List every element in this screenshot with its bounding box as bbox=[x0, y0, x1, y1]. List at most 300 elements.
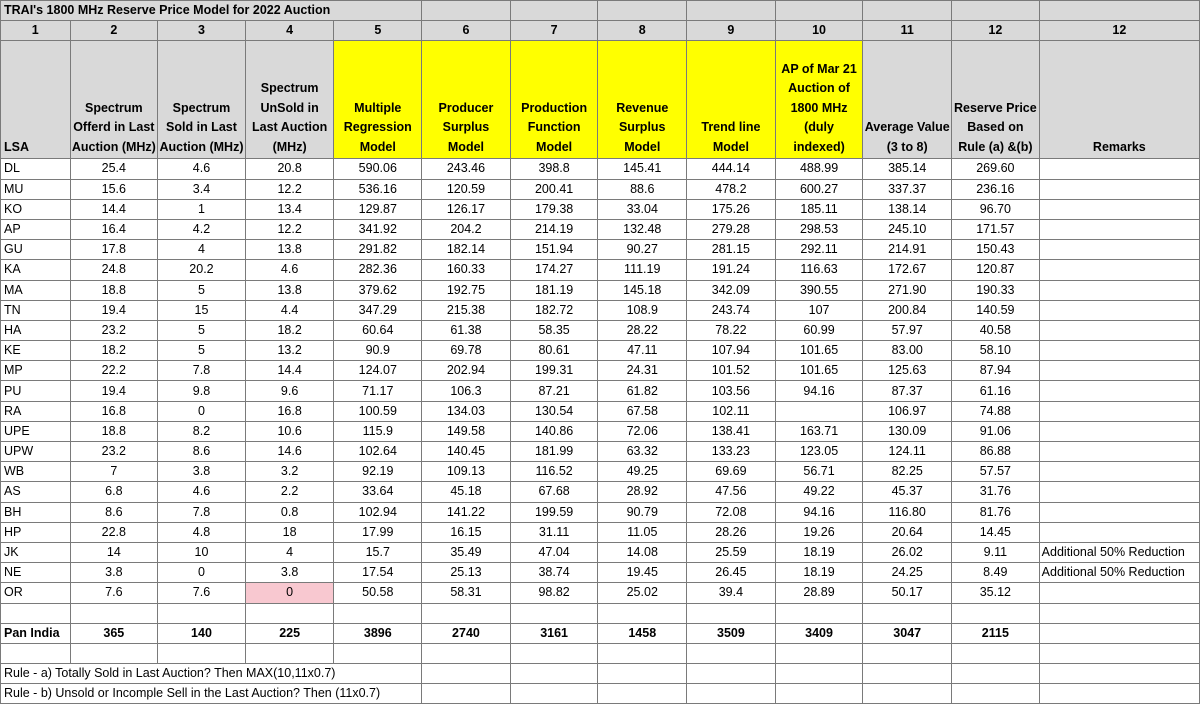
cell-revenue-surplus[interactable]: 47.11 bbox=[598, 341, 687, 361]
cell-multiple-regression[interactable]: 379.62 bbox=[334, 280, 422, 300]
cell-spectrum-offered[interactable]: 23.2 bbox=[70, 442, 158, 462]
cell-spectrum-offered[interactable]: 14.4 bbox=[70, 199, 158, 219]
header-lsa[interactable]: LSA bbox=[1, 41, 71, 159]
cell-producer-surplus[interactable]: 215.38 bbox=[422, 300, 511, 320]
cell-lsa[interactable]: MP bbox=[1, 361, 71, 381]
empty-cell[interactable] bbox=[510, 664, 598, 684]
cell-reserve-price[interactable]: 81.76 bbox=[952, 502, 1040, 522]
cell-remarks[interactable] bbox=[1039, 421, 1199, 441]
cell-producer-surplus[interactable]: 140.45 bbox=[422, 442, 511, 462]
cell-multiple-regression[interactable]: 71.17 bbox=[334, 381, 422, 401]
cell-spectrum-sold[interactable]: 7.8 bbox=[158, 361, 246, 381]
cell-revenue-surplus[interactable]: 61.82 bbox=[598, 381, 687, 401]
cell-production-function[interactable]: 182.72 bbox=[510, 300, 598, 320]
cell-ap-mar21[interactable]: 19.26 bbox=[775, 522, 863, 542]
cell-remarks[interactable] bbox=[1039, 240, 1199, 260]
cell-production-function[interactable]: 116.52 bbox=[510, 462, 598, 482]
cell-average-value[interactable]: 116.80 bbox=[863, 502, 952, 522]
cell-spectrum-offered[interactable]: 3.8 bbox=[70, 563, 158, 583]
empty-cell[interactable] bbox=[775, 603, 863, 623]
cell-trend-line[interactable]: 26.45 bbox=[687, 563, 776, 583]
cell-producer-surplus[interactable]: 202.94 bbox=[422, 361, 511, 381]
cell-multiple-regression[interactable]: 291.82 bbox=[334, 240, 422, 260]
cell-remarks[interactable] bbox=[1039, 320, 1199, 340]
cell-spectrum-unsold[interactable]: 2.2 bbox=[245, 482, 334, 502]
cell-remarks[interactable] bbox=[1039, 502, 1199, 522]
cell-remarks[interactable] bbox=[1039, 522, 1199, 542]
cell-ap-mar21[interactable]: 49.22 bbox=[775, 482, 863, 502]
cell-average-value[interactable]: 87.37 bbox=[863, 381, 952, 401]
total-remarks[interactable] bbox=[1039, 623, 1199, 643]
cell-spectrum-unsold[interactable]: 9.6 bbox=[245, 381, 334, 401]
cell-reserve-price[interactable]: 171.57 bbox=[952, 219, 1040, 239]
header-revenue-surplus[interactable]: Revenue Surplus Model bbox=[598, 41, 687, 159]
cell-revenue-surplus[interactable]: 145.41 bbox=[598, 159, 687, 179]
cell-trend-line[interactable]: 47.56 bbox=[687, 482, 776, 502]
cell-average-value[interactable]: 385.14 bbox=[863, 159, 952, 179]
cell-ap-mar21[interactable]: 101.65 bbox=[775, 341, 863, 361]
cell-multiple-regression[interactable]: 102.94 bbox=[334, 502, 422, 522]
cell-spectrum-unsold[interactable]: 18 bbox=[245, 522, 334, 542]
cell-spectrum-offered[interactable]: 22.8 bbox=[70, 522, 158, 542]
cell-trend-line[interactable]: 444.14 bbox=[687, 159, 776, 179]
empty-cell[interactable] bbox=[952, 603, 1040, 623]
header-reserve-price[interactable]: Reserve Price Based on Rule (a) &(b) bbox=[952, 41, 1040, 159]
cell-ap-mar21[interactable]: 600.27 bbox=[775, 179, 863, 199]
cell-spectrum-offered[interactable]: 7 bbox=[70, 462, 158, 482]
cell-reserve-price[interactable]: 40.58 bbox=[952, 320, 1040, 340]
cell-lsa[interactable]: KO bbox=[1, 199, 71, 219]
empty-cell[interactable] bbox=[158, 643, 246, 663]
cell-reserve-price[interactable]: 96.70 bbox=[952, 199, 1040, 219]
cell-revenue-surplus[interactable]: 33.04 bbox=[598, 199, 687, 219]
cell-lsa[interactable]: UPE bbox=[1, 421, 71, 441]
cell-lsa[interactable]: WB bbox=[1, 462, 71, 482]
cell-spectrum-sold[interactable]: 20.2 bbox=[158, 260, 246, 280]
cell-spectrum-sold[interactable]: 10 bbox=[158, 542, 246, 562]
cell-reserve-price[interactable]: 190.33 bbox=[952, 280, 1040, 300]
empty-cell[interactable] bbox=[158, 603, 246, 623]
cell-lsa[interactable]: OR bbox=[1, 583, 71, 603]
cell-remarks[interactable] bbox=[1039, 442, 1199, 462]
cell-average-value[interactable]: 26.02 bbox=[863, 542, 952, 562]
cell-trend-line[interactable]: 243.74 bbox=[687, 300, 776, 320]
cell-spectrum-unsold[interactable]: 10.6 bbox=[245, 421, 334, 441]
cell-ap-mar21[interactable]: 101.65 bbox=[775, 361, 863, 381]
cell-average-value[interactable]: 125.63 bbox=[863, 361, 952, 381]
cell-remarks[interactable] bbox=[1039, 361, 1199, 381]
cell-producer-surplus[interactable]: 204.2 bbox=[422, 219, 511, 239]
cell-spectrum-unsold[interactable]: 18.2 bbox=[245, 320, 334, 340]
cell-multiple-regression[interactable]: 282.36 bbox=[334, 260, 422, 280]
cell-revenue-surplus[interactable]: 24.31 bbox=[598, 361, 687, 381]
total-ap-mar21[interactable]: 3409 bbox=[775, 623, 863, 643]
empty-cell[interactable] bbox=[863, 643, 952, 663]
cell-trend-line[interactable]: 281.15 bbox=[687, 240, 776, 260]
cell-trend-line[interactable]: 78.22 bbox=[687, 320, 776, 340]
cell-production-function[interactable]: 31.11 bbox=[510, 522, 598, 542]
cell-spectrum-offered[interactable]: 25.4 bbox=[70, 159, 158, 179]
cell-producer-surplus[interactable]: 45.18 bbox=[422, 482, 511, 502]
cell-trend-line[interactable]: 72.08 bbox=[687, 502, 776, 522]
empty-cell[interactable] bbox=[687, 664, 776, 684]
cell-average-value[interactable]: 271.90 bbox=[863, 280, 952, 300]
cell-average-value[interactable]: 337.37 bbox=[863, 179, 952, 199]
column-number[interactable]: 1 bbox=[1, 21, 71, 41]
header-ap-mar21[interactable]: AP of Mar 21 Auction of 1800 MHz (duly indexed) bbox=[775, 41, 863, 159]
cell-revenue-surplus[interactable]: 67.58 bbox=[598, 401, 687, 421]
rule-text[interactable]: Rule - b) Unsold or Incomple Sell in the Last Auction? Then (11x0.7) bbox=[1, 684, 422, 704]
cell-lsa[interactable]: MU bbox=[1, 179, 71, 199]
empty-cell[interactable] bbox=[334, 643, 422, 663]
cell-reserve-price[interactable]: 57.57 bbox=[952, 462, 1040, 482]
cell-multiple-regression[interactable]: 92.19 bbox=[334, 462, 422, 482]
cell-trend-line[interactable]: 28.26 bbox=[687, 522, 776, 542]
rule-text[interactable]: Rule - a) Totally Sold in Last Auction? Then MAX(10,11x0.7) bbox=[1, 664, 422, 684]
cell-reserve-price[interactable]: 236.16 bbox=[952, 179, 1040, 199]
cell-revenue-surplus[interactable]: 90.27 bbox=[598, 240, 687, 260]
cell-spectrum-offered[interactable]: 22.2 bbox=[70, 361, 158, 381]
cell-spectrum-offered[interactable]: 18.8 bbox=[70, 280, 158, 300]
cell-remarks[interactable] bbox=[1039, 381, 1199, 401]
cell-trend-line[interactable]: 342.09 bbox=[687, 280, 776, 300]
cell-spectrum-offered[interactable]: 24.8 bbox=[70, 260, 158, 280]
cell-producer-surplus[interactable]: 109.13 bbox=[422, 462, 511, 482]
cell-spectrum-unsold[interactable]: 13.8 bbox=[245, 280, 334, 300]
cell-ap-mar21[interactable]: 18.19 bbox=[775, 563, 863, 583]
cell-multiple-regression[interactable]: 129.87 bbox=[334, 199, 422, 219]
cell-spectrum-offered[interactable]: 8.6 bbox=[70, 502, 158, 522]
column-number[interactable]: 4 bbox=[245, 21, 334, 41]
cell-trend-line[interactable]: 175.26 bbox=[687, 199, 776, 219]
cell-lsa[interactable]: MA bbox=[1, 280, 71, 300]
empty-cell[interactable] bbox=[334, 603, 422, 623]
cell-reserve-price[interactable]: 140.59 bbox=[952, 300, 1040, 320]
cell-spectrum-offered[interactable]: 7.6 bbox=[70, 583, 158, 603]
empty-cell[interactable] bbox=[245, 643, 334, 663]
cell-revenue-surplus[interactable]: 25.02 bbox=[598, 583, 687, 603]
empty-cell[interactable] bbox=[775, 664, 863, 684]
cell-average-value[interactable]: 57.97 bbox=[863, 320, 952, 340]
cell-producer-surplus[interactable]: 149.58 bbox=[422, 421, 511, 441]
cell-average-value[interactable]: 130.09 bbox=[863, 421, 952, 441]
cell-ap-mar21[interactable]: 94.16 bbox=[775, 502, 863, 522]
cell-ap-mar21[interactable]: 28.89 bbox=[775, 583, 863, 603]
cell-multiple-regression[interactable]: 17.99 bbox=[334, 522, 422, 542]
cell-trend-line[interactable]: 102.11 bbox=[687, 401, 776, 421]
cell-average-value[interactable]: 83.00 bbox=[863, 341, 952, 361]
cell-spectrum-offered[interactable]: 19.4 bbox=[70, 381, 158, 401]
cell-ap-mar21[interactable]: 123.05 bbox=[775, 442, 863, 462]
cell-ap-mar21[interactable]: 390.55 bbox=[775, 280, 863, 300]
column-number[interactable]: 3 bbox=[158, 21, 246, 41]
cell-spectrum-unsold[interactable]: 4.6 bbox=[245, 260, 334, 280]
cell-spectrum-sold[interactable]: 8.6 bbox=[158, 442, 246, 462]
cell-revenue-surplus[interactable]: 72.06 bbox=[598, 421, 687, 441]
cell-producer-surplus[interactable]: 141.22 bbox=[422, 502, 511, 522]
cell-spectrum-sold[interactable]: 0 bbox=[158, 563, 246, 583]
cell-remarks[interactable]: Additional 50% Reduction bbox=[1039, 563, 1199, 583]
cell-lsa[interactable]: GU bbox=[1, 240, 71, 260]
cell-multiple-regression[interactable]: 347.29 bbox=[334, 300, 422, 320]
cell-average-value[interactable]: 24.25 bbox=[863, 563, 952, 583]
cell-multiple-regression[interactable]: 115.9 bbox=[334, 421, 422, 441]
cell-trend-line[interactable]: 103.56 bbox=[687, 381, 776, 401]
cell-production-function[interactable]: 214.19 bbox=[510, 219, 598, 239]
cell-remarks[interactable] bbox=[1039, 179, 1199, 199]
cell-ap-mar21[interactable]: 116.63 bbox=[775, 260, 863, 280]
cell-revenue-surplus[interactable]: 49.25 bbox=[598, 462, 687, 482]
total-multiple-regression[interactable]: 3896 bbox=[334, 623, 422, 643]
cell-spectrum-sold[interactable]: 4.2 bbox=[158, 219, 246, 239]
cell-reserve-price[interactable]: 87.94 bbox=[952, 361, 1040, 381]
cell-remarks[interactable] bbox=[1039, 583, 1199, 603]
total-revenue-surplus[interactable]: 1458 bbox=[598, 623, 687, 643]
empty-cell[interactable] bbox=[422, 643, 511, 663]
cell-lsa[interactable]: HA bbox=[1, 320, 71, 340]
cell-production-function[interactable]: 38.74 bbox=[510, 563, 598, 583]
cell-production-function[interactable]: 398.8 bbox=[510, 159, 598, 179]
cell-producer-surplus[interactable]: 35.49 bbox=[422, 542, 511, 562]
cell-spectrum-unsold[interactable]: 0 bbox=[245, 583, 334, 603]
cell-lsa[interactable]: KE bbox=[1, 341, 71, 361]
cell-ap-mar21[interactable] bbox=[775, 401, 863, 421]
total-trend-line[interactable]: 3509 bbox=[687, 623, 776, 643]
column-number[interactable]: 5 bbox=[334, 21, 422, 41]
cell-producer-surplus[interactable]: 25.13 bbox=[422, 563, 511, 583]
empty-cell[interactable] bbox=[952, 643, 1040, 663]
empty-cell[interactable] bbox=[952, 664, 1040, 684]
cell-remarks[interactable] bbox=[1039, 159, 1199, 179]
cell-production-function[interactable]: 130.54 bbox=[510, 401, 598, 421]
cell-multiple-regression[interactable]: 60.64 bbox=[334, 320, 422, 340]
cell-ap-mar21[interactable]: 18.19 bbox=[775, 542, 863, 562]
header-producer-surplus[interactable]: Producer Surplus Model bbox=[422, 41, 511, 159]
cell-spectrum-sold[interactable]: 3.8 bbox=[158, 462, 246, 482]
cell-producer-surplus[interactable]: 120.59 bbox=[422, 179, 511, 199]
column-number[interactable]: 7 bbox=[510, 21, 598, 41]
cell-lsa[interactable]: JK bbox=[1, 542, 71, 562]
header-remarks[interactable]: Remarks bbox=[1039, 41, 1199, 159]
cell-spectrum-unsold[interactable]: 13.4 bbox=[245, 199, 334, 219]
column-number[interactable]: 2 bbox=[70, 21, 158, 41]
cell-spectrum-unsold[interactable]: 20.8 bbox=[245, 159, 334, 179]
empty-cell[interactable] bbox=[1039, 664, 1199, 684]
cell-reserve-price[interactable]: 58.10 bbox=[952, 341, 1040, 361]
cell-spectrum-sold[interactable]: 1 bbox=[158, 199, 246, 219]
cell-producer-surplus[interactable]: 243.46 bbox=[422, 159, 511, 179]
cell-average-value[interactable]: 45.37 bbox=[863, 482, 952, 502]
cell-spectrum-unsold[interactable]: 4 bbox=[245, 542, 334, 562]
cell-average-value[interactable]: 138.14 bbox=[863, 199, 952, 219]
column-number[interactable]: 11 bbox=[863, 21, 952, 41]
empty-cell[interactable] bbox=[70, 643, 158, 663]
cell-trend-line[interactable]: 138.41 bbox=[687, 421, 776, 441]
cell-revenue-surplus[interactable]: 108.9 bbox=[598, 300, 687, 320]
cell-production-function[interactable]: 199.31 bbox=[510, 361, 598, 381]
cell-multiple-regression[interactable]: 17.54 bbox=[334, 563, 422, 583]
cell-ap-mar21[interactable]: 94.16 bbox=[775, 381, 863, 401]
cell-spectrum-offered[interactable]: 18.2 bbox=[70, 341, 158, 361]
cell-average-value[interactable]: 214.91 bbox=[863, 240, 952, 260]
cell-remarks[interactable] bbox=[1039, 300, 1199, 320]
cell-multiple-regression[interactable]: 124.07 bbox=[334, 361, 422, 381]
cell-reserve-price[interactable]: 31.76 bbox=[952, 482, 1040, 502]
cell-multiple-regression[interactable]: 100.59 bbox=[334, 401, 422, 421]
cell-reserve-price[interactable]: 120.87 bbox=[952, 260, 1040, 280]
cell-spectrum-sold[interactable]: 7.6 bbox=[158, 583, 246, 603]
cell-production-function[interactable]: 80.61 bbox=[510, 341, 598, 361]
cell-production-function[interactable]: 98.82 bbox=[510, 583, 598, 603]
cell-spectrum-sold[interactable]: 4.8 bbox=[158, 522, 246, 542]
cell-ap-mar21[interactable]: 488.99 bbox=[775, 159, 863, 179]
cell-spectrum-offered[interactable]: 16.4 bbox=[70, 219, 158, 239]
cell-multiple-regression[interactable]: 33.64 bbox=[334, 482, 422, 502]
total-spectrum-unsold[interactable]: 225 bbox=[245, 623, 334, 643]
cell-reserve-price[interactable]: 61.16 bbox=[952, 381, 1040, 401]
total-producer-surplus[interactable]: 2740 bbox=[422, 623, 511, 643]
header-multiple-regression[interactable]: Multiple Regression Model bbox=[334, 41, 422, 159]
empty-cell[interactable] bbox=[70, 603, 158, 623]
cell-average-value[interactable]: 200.84 bbox=[863, 300, 952, 320]
cell-remarks[interactable] bbox=[1039, 260, 1199, 280]
cell-revenue-surplus[interactable]: 19.45 bbox=[598, 563, 687, 583]
cell-trend-line[interactable]: 39.4 bbox=[687, 583, 776, 603]
cell-reserve-price[interactable]: 35.12 bbox=[952, 583, 1040, 603]
cell-reserve-price[interactable]: 74.88 bbox=[952, 401, 1040, 421]
empty-cell[interactable] bbox=[422, 603, 511, 623]
empty-cell[interactable] bbox=[687, 603, 776, 623]
cell-remarks[interactable] bbox=[1039, 401, 1199, 421]
cell-production-function[interactable]: 47.04 bbox=[510, 542, 598, 562]
cell-spectrum-sold[interactable]: 4.6 bbox=[158, 482, 246, 502]
cell-producer-surplus[interactable]: 16.15 bbox=[422, 522, 511, 542]
cell-revenue-surplus[interactable]: 63.32 bbox=[598, 442, 687, 462]
cell-ap-mar21[interactable]: 163.71 bbox=[775, 421, 863, 441]
sheet-title[interactable]: TRAI's 1800 MHz Reserve Price Model for 2022 Auction bbox=[1, 1, 422, 21]
cell-revenue-surplus[interactable]: 145.18 bbox=[598, 280, 687, 300]
empty-cell[interactable] bbox=[1039, 603, 1199, 623]
cell-revenue-surplus[interactable]: 11.05 bbox=[598, 522, 687, 542]
total-spectrum-sold[interactable]: 140 bbox=[158, 623, 246, 643]
cell-revenue-surplus[interactable]: 111.19 bbox=[598, 260, 687, 280]
cell-producer-surplus[interactable]: 134.03 bbox=[422, 401, 511, 421]
cell-spectrum-unsold[interactable]: 3.8 bbox=[245, 563, 334, 583]
cell-revenue-surplus[interactable]: 132.48 bbox=[598, 219, 687, 239]
cell-production-function[interactable]: 181.19 bbox=[510, 280, 598, 300]
empty-cell[interactable] bbox=[598, 643, 687, 663]
cell-multiple-regression[interactable]: 536.16 bbox=[334, 179, 422, 199]
cell-ap-mar21[interactable]: 107 bbox=[775, 300, 863, 320]
empty-cell[interactable] bbox=[687, 643, 776, 663]
cell-spectrum-offered[interactable]: 16.8 bbox=[70, 401, 158, 421]
cell-spectrum-unsold[interactable]: 12.2 bbox=[245, 219, 334, 239]
empty-cell[interactable] bbox=[422, 664, 511, 684]
total-spectrum-offered[interactable]: 365 bbox=[70, 623, 158, 643]
cell-spectrum-offered[interactable]: 18.8 bbox=[70, 421, 158, 441]
cell-production-function[interactable]: 58.35 bbox=[510, 320, 598, 340]
column-number[interactable]: 8 bbox=[598, 21, 687, 41]
empty-cell[interactable] bbox=[598, 603, 687, 623]
cell-spectrum-sold[interactable]: 15 bbox=[158, 300, 246, 320]
cell-producer-surplus[interactable]: 61.38 bbox=[422, 320, 511, 340]
cell-multiple-regression[interactable]: 341.92 bbox=[334, 219, 422, 239]
cell-reserve-price[interactable]: 8.49 bbox=[952, 563, 1040, 583]
cell-average-value[interactable]: 124.11 bbox=[863, 442, 952, 462]
cell-remarks[interactable] bbox=[1039, 280, 1199, 300]
cell-average-value[interactable]: 245.10 bbox=[863, 219, 952, 239]
cell-remarks[interactable] bbox=[1039, 462, 1199, 482]
cell-production-function[interactable]: 174.27 bbox=[510, 260, 598, 280]
empty-cell[interactable] bbox=[245, 603, 334, 623]
cell-remarks[interactable] bbox=[1039, 482, 1199, 502]
cell-producer-surplus[interactable]: 58.31 bbox=[422, 583, 511, 603]
header-spectrum-offered[interactable]: Spectrum Offerd in Last Auction (MHz) bbox=[70, 41, 158, 159]
cell-ap-mar21[interactable]: 60.99 bbox=[775, 320, 863, 340]
cell-lsa[interactable]: TN bbox=[1, 300, 71, 320]
cell-ap-mar21[interactable]: 298.53 bbox=[775, 219, 863, 239]
cell-lsa[interactable]: KA bbox=[1, 260, 71, 280]
cell-production-function[interactable]: 199.59 bbox=[510, 502, 598, 522]
cell-spectrum-unsold[interactable]: 14.6 bbox=[245, 442, 334, 462]
total-lsa[interactable]: Pan India bbox=[1, 623, 71, 643]
cell-average-value[interactable]: 20.64 bbox=[863, 522, 952, 542]
empty-cell[interactable] bbox=[1, 603, 71, 623]
empty-cell[interactable] bbox=[1039, 643, 1199, 663]
cell-production-function[interactable]: 67.68 bbox=[510, 482, 598, 502]
cell-producer-surplus[interactable]: 126.17 bbox=[422, 199, 511, 219]
total-reserve-price[interactable]: 2115 bbox=[952, 623, 1040, 643]
cell-ap-mar21[interactable]: 185.11 bbox=[775, 199, 863, 219]
total-production-function[interactable]: 3161 bbox=[510, 623, 598, 643]
cell-spectrum-sold[interactable]: 4.6 bbox=[158, 159, 246, 179]
cell-multiple-regression[interactable]: 15.7 bbox=[334, 542, 422, 562]
cell-spectrum-unsold[interactable]: 4.4 bbox=[245, 300, 334, 320]
empty-cell[interactable] bbox=[863, 664, 952, 684]
cell-remarks[interactable] bbox=[1039, 341, 1199, 361]
column-number[interactable]: 9 bbox=[687, 21, 776, 41]
cell-lsa[interactable]: AS bbox=[1, 482, 71, 502]
cell-spectrum-sold[interactable]: 8.2 bbox=[158, 421, 246, 441]
cell-multiple-regression[interactable]: 102.64 bbox=[334, 442, 422, 462]
cell-producer-surplus[interactable]: 160.33 bbox=[422, 260, 511, 280]
cell-average-value[interactable]: 50.17 bbox=[863, 583, 952, 603]
cell-lsa[interactable]: DL bbox=[1, 159, 71, 179]
cell-production-function[interactable]: 200.41 bbox=[510, 179, 598, 199]
cell-spectrum-sold[interactable]: 0 bbox=[158, 401, 246, 421]
header-average-value[interactable]: Average Value (3 to 8) bbox=[863, 41, 952, 159]
cell-production-function[interactable]: 179.38 bbox=[510, 199, 598, 219]
empty-cell[interactable] bbox=[1, 643, 71, 663]
cell-trend-line[interactable]: 101.52 bbox=[687, 361, 776, 381]
cell-reserve-price[interactable]: 91.06 bbox=[952, 421, 1040, 441]
cell-producer-surplus[interactable]: 182.14 bbox=[422, 240, 511, 260]
column-number[interactable]: 10 bbox=[775, 21, 863, 41]
cell-lsa[interactable]: NE bbox=[1, 563, 71, 583]
cell-average-value[interactable]: 106.97 bbox=[863, 401, 952, 421]
cell-trend-line[interactable]: 279.28 bbox=[687, 219, 776, 239]
empty-cell[interactable] bbox=[775, 643, 863, 663]
cell-spectrum-offered[interactable]: 19.4 bbox=[70, 300, 158, 320]
cell-spectrum-unsold[interactable]: 14.4 bbox=[245, 361, 334, 381]
cell-revenue-surplus[interactable]: 14.08 bbox=[598, 542, 687, 562]
cell-production-function[interactable]: 151.94 bbox=[510, 240, 598, 260]
cell-spectrum-sold[interactable]: 5 bbox=[158, 280, 246, 300]
cell-spectrum-offered[interactable]: 23.2 bbox=[70, 320, 158, 340]
cell-spectrum-offered[interactable]: 6.8 bbox=[70, 482, 158, 502]
cell-remarks[interactable]: Additional 50% Reduction bbox=[1039, 542, 1199, 562]
column-number[interactable]: 6 bbox=[422, 21, 511, 41]
